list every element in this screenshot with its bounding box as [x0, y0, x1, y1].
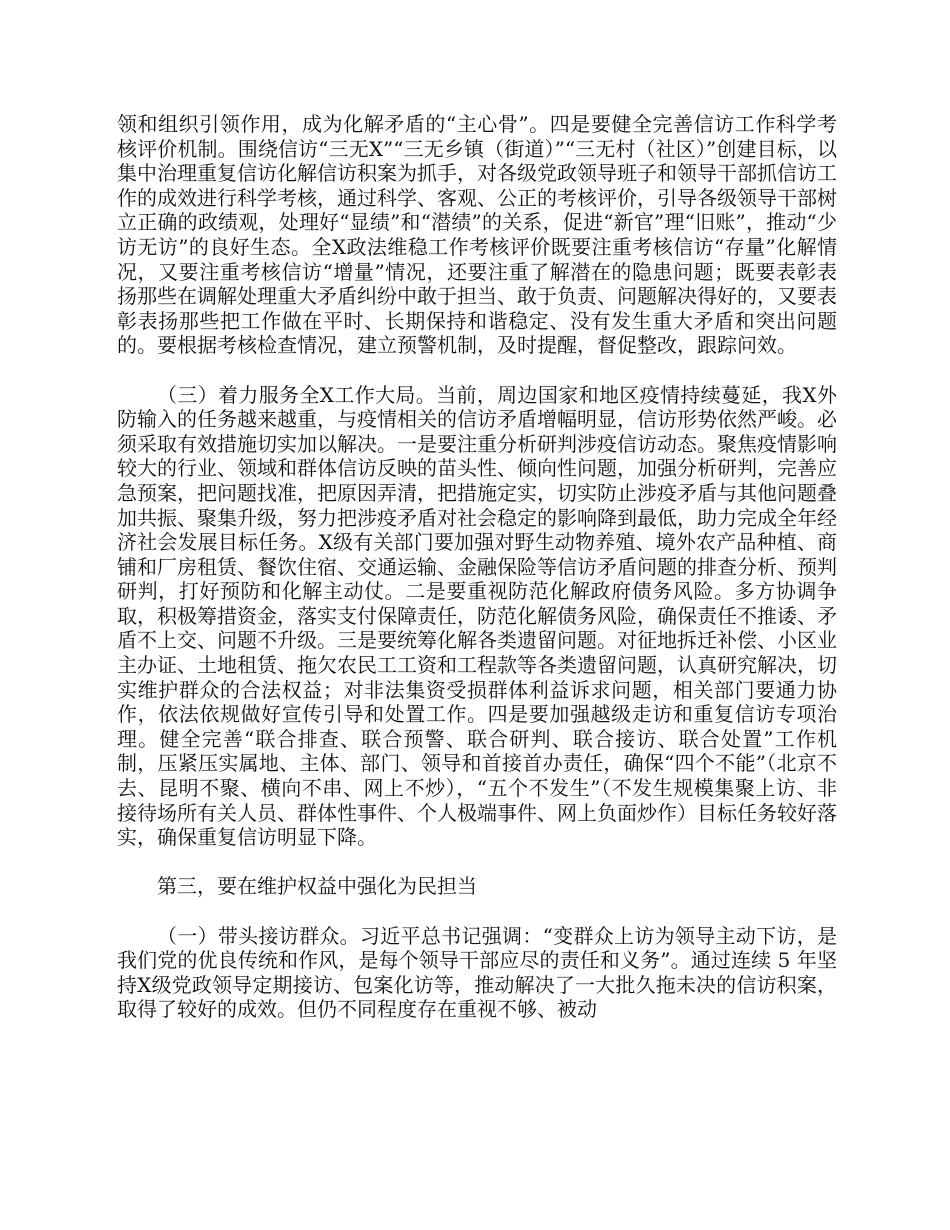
- paragraph-gap: [117, 850, 837, 875]
- paragraph-gap: [117, 899, 837, 924]
- paragraph-continuation: 领和组织引领作用，成为化解矛盾的“主心骨”。四是要健全完善信访工作科学考核评价机制。围绕信访“三无X”“三无乡镇（街道）”“三无村（社区）”创建目标，以集中治理重复信访化解信访积案为抓手，对各级党政领导班子和领导干部抓信访工作的成效进行科学考核，通过科学、客观、公正的考核评价，引导各级领导干部树立正确的政绩观，处理好“显绩”和“潜绩”的关系，促进“新官”理“旧账”，推动“少访无访”的良好生态。全X政法维稳工作考核评价既要注重考核信访“存量”化解情况，又要注重考核信访“增量”情况，还要注重了解潜在的隐患问题；既要表彰表扬那些在调解处理重大矛盾纠纷中敢于担当、敢于负责、问题解决得好的，又要表彰表扬那些把工作做在平时、长期保持和谐稳定、没有发生重大矛盾和突出问题的。要根据考核检查情况，建立预警机制，及时提醒，督促整改，跟踪问效。: [117, 112, 837, 358]
- paragraph-section-one: （一）带头接访群众。习近平总书记强调：“变群众上访为领导主动下访，是我们党的优良传统和作风，是每个领导干部应尽的责任和义务”。通过连续 5 年坚持X级党政领导定期接访、包案化访等，推动解决了一大批久拖未决的信访积案，取得了较好的成效。但仍不同程度存在重视不够、被动: [117, 923, 837, 1022]
- paragraph-gap: [117, 358, 837, 383]
- paragraph-section-three: （三）着力服务全X工作大局。当前，周边国家和地区疫情持续蔓延，我X外防输入的任务越来越重，与疫情相关的信访矛盾增幅明显，信访形势依然严峻。必须采取有效措施切实加以解决。一是要注重分析研判涉疫信访动态。聚焦疫情影响较大的行业、领域和群体信访反映的苗头性、倾向性问题，加强分析研判，完善应急预案，把问题找准，把原因弄清，把措施定实，切实防止涉疫矛盾与其他问题叠加共振、聚集升级，努力把涉疫矛盾对社会稳定的影响降到最低，助力完成全年经济社会发展目标任务。X级有关部门要加强对野生动物养殖、境外农产品种植、商铺和厂房租赁、餐饮住宿、交通运输、金融保险等信访矛盾问题的排查分析、预判研判，打好预防和化解主动仗。二是要重视防范化解政府债务风险。多方协调争取，积极筹措资金，落实支付保障责任，防范化解债务风险，确保责任不推诿、矛盾不上交、问题不升级。三是要统筹化解各类遗留问题。对征地拆迁补偿、小区业主办证、土地租赁、拖欠农民工工资和工程款等各类遗留问题，认真研究解决，切实维护群众的合法权益；对非法集资受损群体利益诉求问题，相关部门要通力协作，依法依规做好宣传引导和处置工作。四是要加强越级走访和重复信访专项治理。健全完善“联合排查、联合预警、联合研判、联合接访、联合处置”工作机制，压紧压实属地、主体、部门、领导和首接首办责任，确保“四个不能”（北京不去、昆明不聚、横向不串、网上不炒），“五个不发生”（不发生规模集聚上访、非接待场所有关人员、群体性事件、个人极端事件、网上负面炒作）目标任务较好落实，确保重复信访明显下降。: [117, 382, 837, 850]
- section-heading: 第三，要在维护权益中强化为民担当: [157, 874, 477, 899]
- document-body: [117, 112, 837, 1022]
